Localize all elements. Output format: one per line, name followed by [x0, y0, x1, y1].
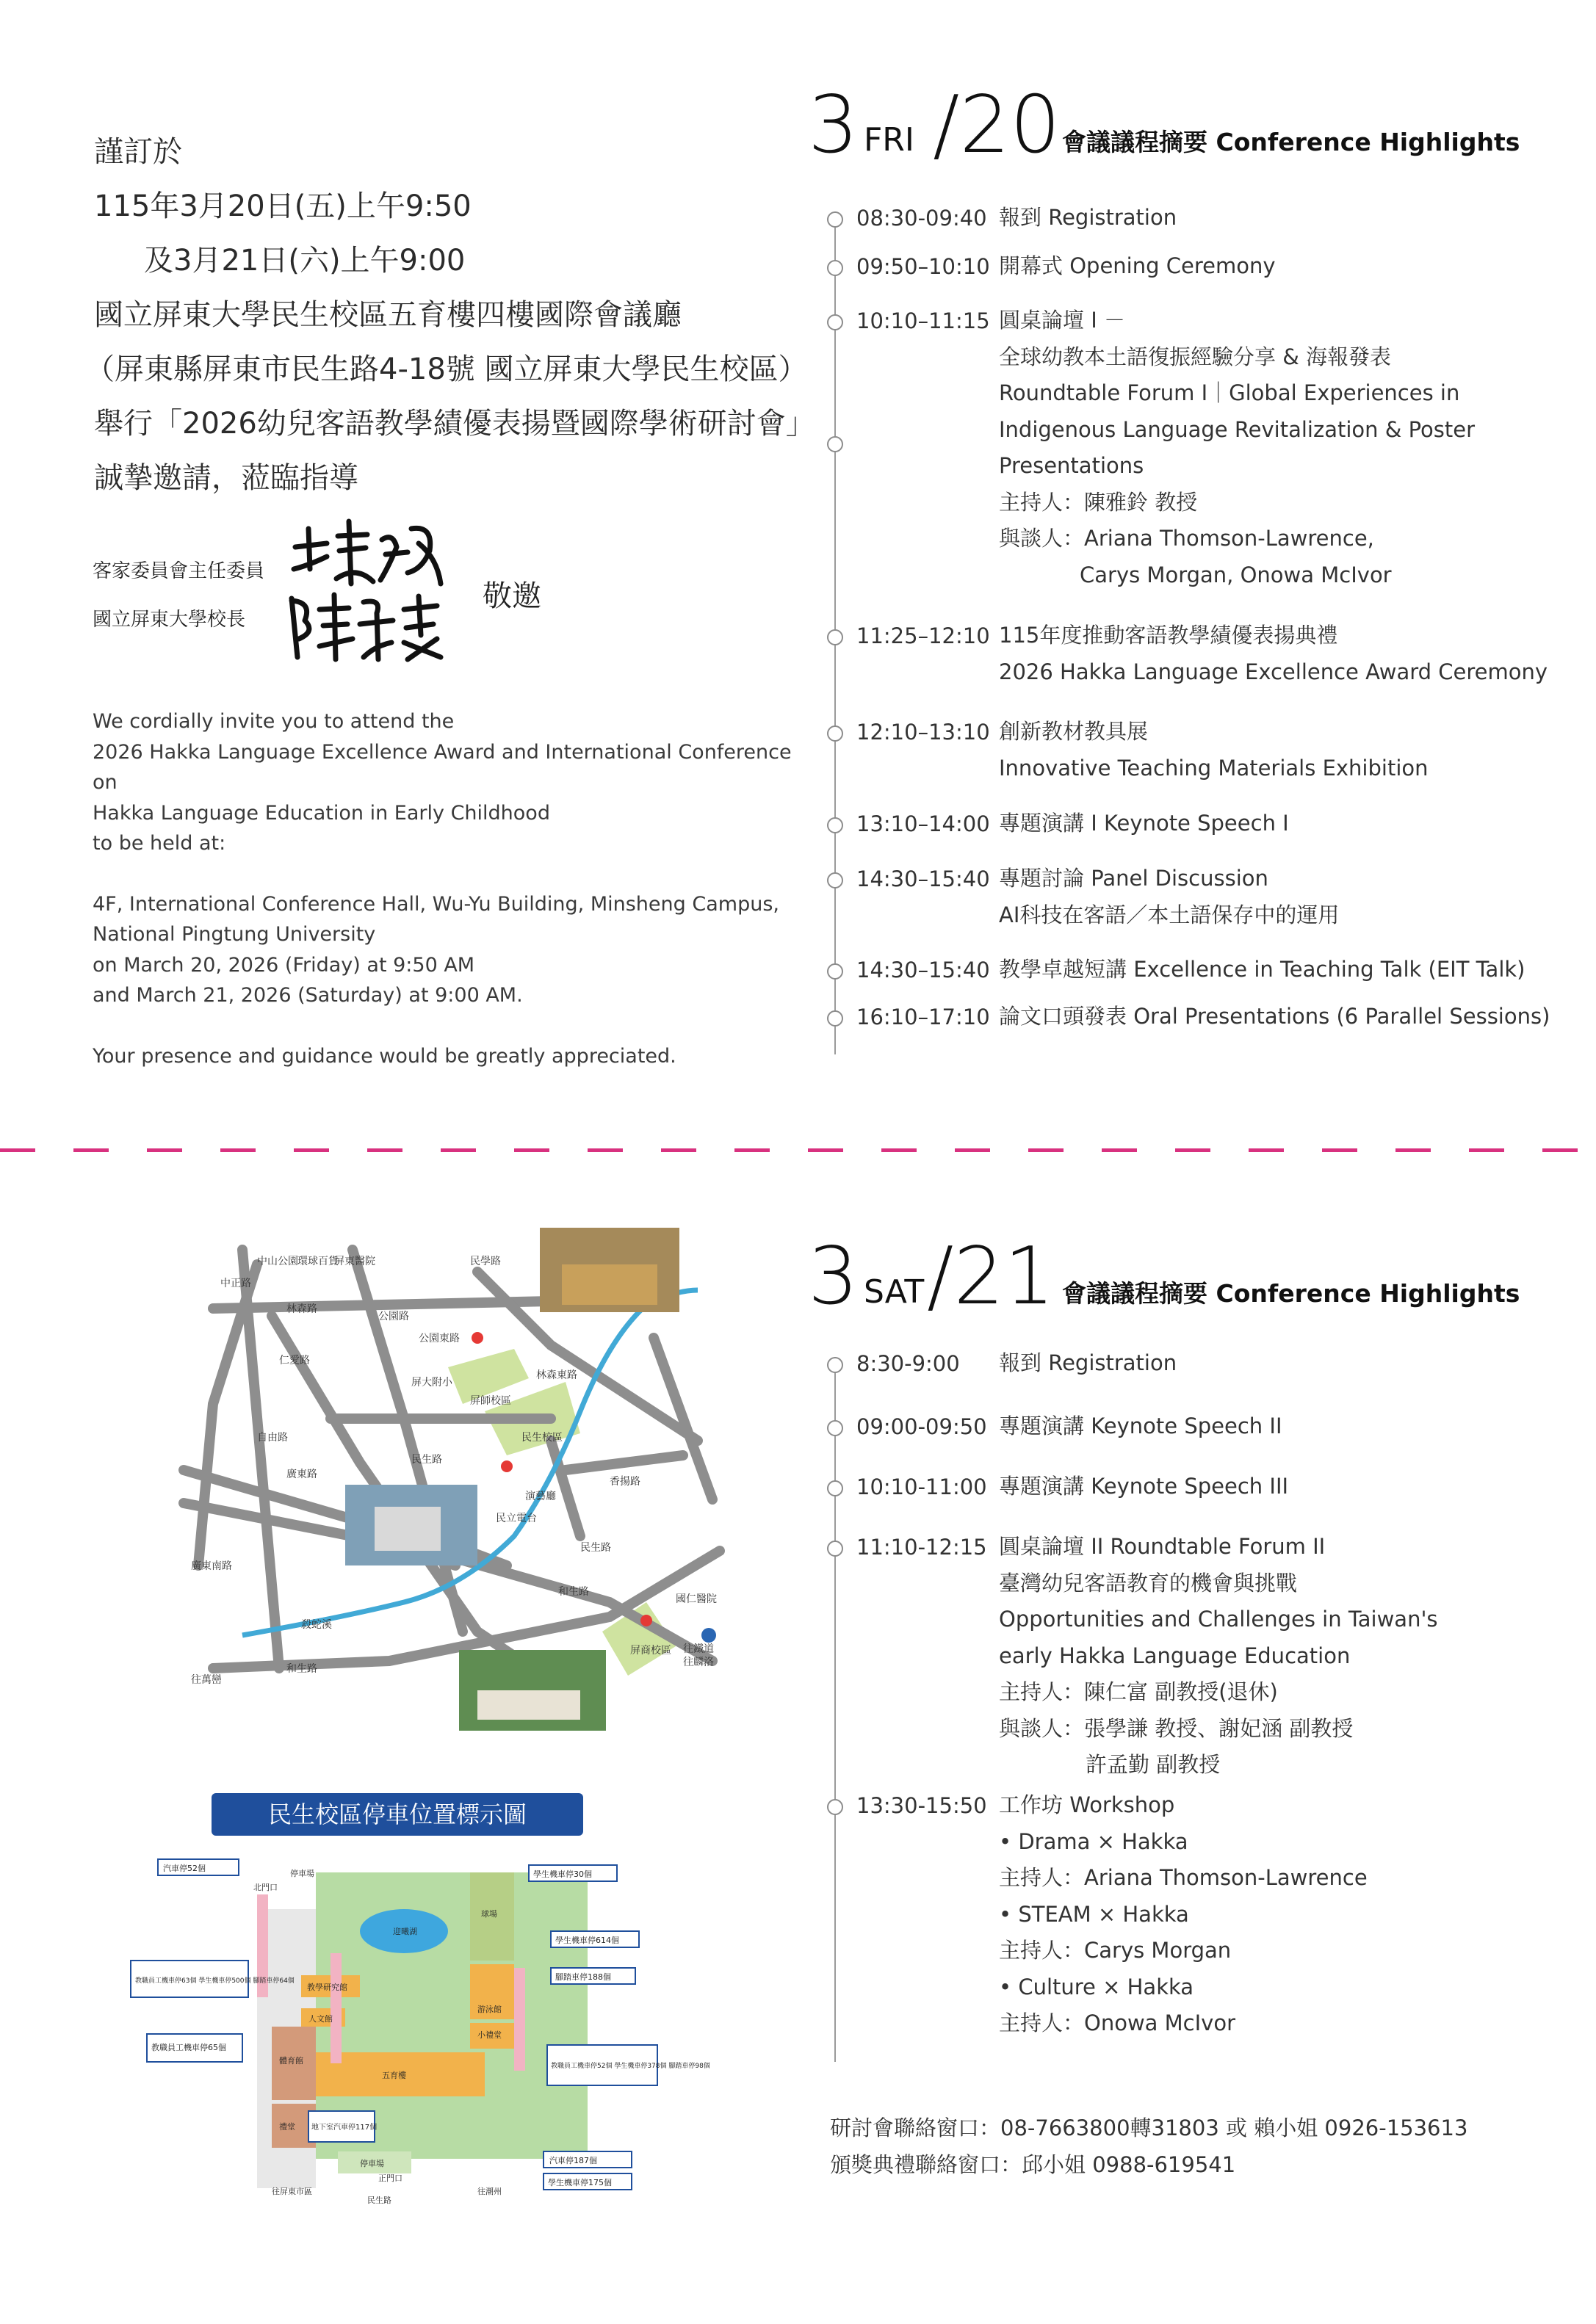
inv-en-gap	[93, 859, 798, 889]
day1-title: 會議議程摘要 Conference Highlights	[1062, 128, 1520, 156]
svg-text:停車場: 停車場	[290, 1869, 314, 1878]
session-desc: 115年度推動客語教學績優表揚典禮 2026 Hakka Language Excellence Award Ceremony	[999, 623, 1548, 684]
svg-text:屏東醫院: 屏東醫院	[334, 1256, 375, 1267]
session-desc: 專題討論 Panel Discussion AI科技在客語／本土語保存中的運用	[999, 866, 1340, 927]
session-desc: 開幕式 Opening Ceremony	[999, 253, 1276, 278]
day1-weekday: FRI	[864, 121, 914, 159]
svg-text:正門口: 正門口	[378, 2173, 402, 2183]
svg-text:小禮堂: 小禮堂	[477, 2030, 502, 2040]
svg-text:公園東路: 公園東路	[419, 1333, 460, 1344]
svg-text:中山公園: 中山公園	[257, 1256, 298, 1267]
svg-text:中正路: 中正路	[220, 1278, 251, 1289]
svg-text:教職員工機車停52個 學生機車停378個 腳踏車停98個: 教職員工機車停52個 學生機車停378個 腳踏車停98個	[551, 2063, 710, 2070]
inv-en-line: Your presence and guidance would be greatly appreciated.	[93, 1044, 676, 1068]
svg-text:停車場: 停車場	[360, 2159, 384, 2168]
session-time: 8:30-9:00	[856, 1351, 960, 1376]
session-time: 14:30–15:40	[856, 958, 990, 982]
svg-text:學生機車停30個: 學生機車停30個	[533, 1869, 592, 1879]
day1-month: 3	[808, 79, 859, 171]
invitation-english	[93, 706, 798, 1071]
svg-text:廣東南路: 廣東南路	[191, 1560, 232, 1572]
svg-text:教職員工機車停63個 學生機車停500個 腳踏車停64個: 教職員工機車停63個 學生機車停500個 腳踏車停64個	[135, 1977, 295, 1985]
session-time: 14:30–15:40	[856, 866, 990, 891]
invitation-chinese	[85, 125, 815, 505]
session-time: 13:10–14:00	[856, 811, 990, 836]
inv-en-line: on March 20, 2026 (Friday) at 9:50 AM	[93, 953, 475, 977]
session-time: 16:10–17:10	[856, 1004, 990, 1029]
timeline-dot	[827, 314, 843, 330]
timeline-dot	[827, 211, 843, 228]
timeline-dot	[827, 1357, 843, 1373]
signer1-title: 客家委員會主任委員	[93, 560, 265, 582]
inv-line: 國立屏東大學民生校區五育樓四樓國際會議廳	[94, 298, 682, 332]
svg-text:往鐵道: 往鐵道	[683, 1643, 714, 1655]
session-time: 09:50–10:10	[856, 254, 990, 279]
inv-en-gap	[93, 1011, 798, 1041]
signature-1	[286, 514, 448, 595]
session-desc: 專題演講 Keynote Speech III	[999, 1474, 1289, 1499]
campus-map-title: 民生校區停車位置標示圖	[212, 1793, 583, 1836]
svg-text:學生機車停175個: 學生機車停175個	[548, 2178, 612, 2187]
session-desc: 教學卓越短講 Excellence in Teaching Talk (EIT Talk)	[999, 957, 1525, 982]
svg-text:公園路: 公園路	[378, 1311, 409, 1322]
timeline-dot	[827, 1480, 843, 1496]
svg-text:五育樓: 五育樓	[382, 2071, 406, 2080]
session-desc: 工作坊 Workshop • Drama × Hakka 主持人：Ariana Thomson-Lawrence • STEAM × Hakka 主持人：Carys Morgan • Culture × Hakka 主持人：Onowa McIvor	[999, 1792, 1368, 2035]
session-desc: 報到 Registration	[999, 1350, 1177, 1375]
session-time: 13:30-15:50	[856, 1793, 987, 1818]
contact-conference: 研討會聯絡窗口：08-7663800轉31803 或 賴小姐 0926-153613	[830, 2115, 1468, 2140]
session-desc: 專題演講 Keynote Speech II	[999, 1413, 1282, 1438]
svg-text:北門口: 北門口	[253, 1883, 278, 1892]
inv-line: 115年3月20日(五)上午9:50	[94, 189, 472, 223]
svg-text:民學路: 民學路	[470, 1256, 501, 1267]
timeline-dot	[827, 1799, 843, 1815]
svg-text:林森東路: 林森東路	[536, 1369, 577, 1381]
svg-text:民生路: 民生路	[580, 1542, 611, 1554]
map-marker	[501, 1460, 513, 1472]
svg-text:汽車停52個: 汽車停52個	[163, 1864, 206, 1873]
svg-text:球場: 球場	[481, 1909, 497, 1919]
session-time: 12:10–13:10	[856, 720, 990, 745]
session-time: 11:10-12:15	[856, 1535, 987, 1560]
svg-text:學生機車停614個: 學生機車停614個	[555, 1936, 619, 1945]
svg-text:往麟洛: 往麟洛	[683, 1657, 714, 1668]
svg-text:民生路: 民生路	[367, 2196, 391, 2205]
session-desc: 報到 Registration	[999, 205, 1177, 230]
svg-text:汽車停187個: 汽車停187個	[549, 2156, 597, 2165]
timeline-dot	[827, 872, 843, 888]
svg-text:民生路: 民生路	[411, 1454, 442, 1466]
session-desc: 創新教材教具展 Innovative Teaching Materials Exhibition	[999, 719, 1429, 781]
svg-text:屏大附小: 屏大附小	[411, 1377, 452, 1389]
timeline-dot	[827, 817, 843, 833]
svg-text:往屏東市區: 往屏東市區	[272, 2187, 312, 2196]
svg-text:人文館: 人文館	[308, 2014, 333, 2024]
contact-award: 頒獎典禮聯絡窗口：邱小姐 0988-619541	[830, 2152, 1236, 2177]
map-marker	[701, 1628, 716, 1643]
timeline-dot	[827, 629, 843, 645]
svg-text:往潮州: 往潮州	[477, 2187, 502, 2196]
svg-text:環球百貨: 環球百貨	[297, 1256, 339, 1267]
session-desc: 圓桌論壇 I － 全球幼教本土語復振經驗分享 & 海報發表 Roundtable Forum I｜Global Experiences in Indigenous Language Revitalization & Poster Presentations 主持人：陳雅鈴 教授 與談人：Ariana Thomson-Lawrence, Carys Morgan, Onowa McIvor	[999, 308, 1476, 587]
svg-text:和生路: 和生路	[286, 1663, 317, 1675]
signature-2	[283, 587, 452, 668]
closing-text: 敬邀	[483, 579, 541, 613]
inv-en-line: to be held at:	[93, 832, 226, 855]
svg-text:仁愛路: 仁愛路	[279, 1355, 310, 1366]
day2-timeline-line	[834, 1357, 836, 2062]
day2-date: /21	[927, 1231, 1055, 1322]
session-time: 10:10–11:15	[856, 308, 990, 333]
timeline-dot	[827, 436, 843, 452]
svg-text:國仁醫院: 國仁醫院	[676, 1593, 717, 1605]
inv-en-line: 2026 Hakka Language Excellence Award and International Conference on	[93, 740, 792, 794]
svg-text:禮堂: 禮堂	[279, 2122, 295, 2132]
svg-text:演藝廳: 演藝廳	[525, 1491, 556, 1502]
campus-parking-map	[125, 1843, 710, 2210]
svg-text:林森路: 林森路	[286, 1303, 317, 1315]
svg-text:教職員工機車停65個: 教職員工機車停65個	[151, 2043, 226, 2052]
session-time: 10:10-11:00	[856, 1474, 987, 1499]
timeline-dot	[827, 1010, 843, 1027]
svg-text:民生校區: 民生校區	[521, 1432, 563, 1444]
svg-text:體育館: 體育館	[279, 2056, 303, 2066]
session-time: 08:30-09:40	[856, 206, 987, 231]
inv-en-line: and March 21, 2026 (Saturday) at 9:00 AM.	[93, 984, 523, 1007]
svg-text:地下室汽車停117個: 地下室汽車停117個	[311, 2124, 378, 2132]
svg-text:腳踏車停188個: 腳踏車停188個	[555, 1972, 611, 1982]
svg-text:殺蛇溪: 殺蛇溪	[301, 1619, 332, 1631]
day1-date: /20	[933, 79, 1061, 171]
svg-text:屏師校區: 屏師校區	[470, 1395, 511, 1407]
svg-text:自由路: 自由路	[257, 1432, 288, 1444]
session-time: 11:25–12:10	[856, 623, 990, 648]
session-desc: 圓桌論壇 II Roundtable Forum II 臺灣幼兒客語教育的機會與挑戰 Opportunities and Challenges in Taiwan's early Hakka Language Education 主持人：陳仁富 副教授(退休) 與談人：張學謙 教授、謝妃涵 副教授 許孟勤 副教授	[999, 1534, 1438, 1777]
inv-en-line: We cordially invite you to attend the	[93, 710, 455, 733]
inv-line: 及3月21日(六)上午9:00	[144, 244, 466, 278]
inv-en-line: Hakka Language Education in Early Childhood	[93, 801, 550, 825]
svg-text:廣東路: 廣東路	[286, 1469, 317, 1480]
inv-en-line: National Pingtung University	[93, 923, 376, 946]
inv-line: 謹訂於	[94, 135, 182, 169]
timeline-dot	[827, 1541, 843, 1557]
svg-text:民立電台: 民立電台	[496, 1513, 537, 1524]
session-desc: 專題演講 I Keynote Speech I	[999, 811, 1289, 836]
inv-line: 舉行「2026幼兒客語教學績優表揚暨國際學術研討會」	[94, 407, 815, 441]
svg-text:往萬巒: 往萬巒	[191, 1674, 222, 1686]
day2-title: 會議議程摘要 Conference Highlights	[1062, 1279, 1520, 1308]
section-divider	[0, 1148, 1596, 1152]
day2-weekday: SAT	[864, 1273, 925, 1311]
inv-en-line: 4F, International Conference Hall, Wu-Yu Building, Minsheng Campus,	[93, 892, 779, 916]
session-time: 09:00-09:50	[856, 1414, 987, 1439]
timeline-dot	[827, 260, 843, 276]
day2-month: 3	[808, 1231, 859, 1322]
signer2-title: 國立屏東大學校長	[93, 609, 246, 631]
inv-line: （屏東縣屏東市民生路4-18號 國立屏東大學民生校區）	[85, 352, 808, 386]
timeline-dot	[827, 1420, 843, 1436]
svg-text:屏商校區: 屏商校區	[630, 1645, 671, 1657]
session-desc: 論文口頭發表 Oral Presentations (6 Parallel Sessions)	[999, 1004, 1550, 1029]
svg-text:和生路: 和生路	[558, 1586, 589, 1598]
svg-text:香揚路: 香揚路	[610, 1476, 640, 1488]
map-marker	[640, 1615, 652, 1626]
area-map	[169, 1220, 757, 1720]
svg-text:迎曦湖: 迎曦湖	[393, 1927, 417, 1936]
svg-text:教學研究館: 教學研究館	[307, 1983, 347, 1992]
timeline-dot	[827, 725, 843, 742]
map-marker	[472, 1332, 483, 1344]
timeline-dot	[827, 963, 843, 980]
svg-text:游泳館: 游泳館	[477, 2005, 502, 2014]
inv-line: 誠摯邀請，蒞臨指導	[94, 461, 358, 495]
